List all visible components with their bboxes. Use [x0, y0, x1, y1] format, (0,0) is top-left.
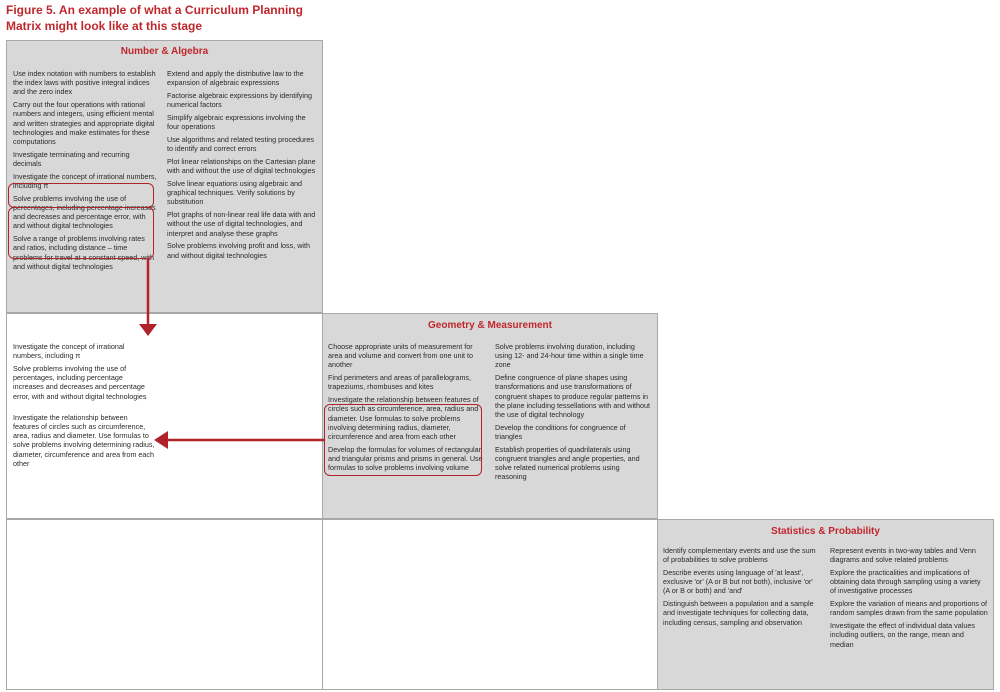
- outcome-item: Solve problems involving duration, including using 12- and 24-hour time within a single time zone: [495, 342, 644, 370]
- outcome-item: Investigate the concept of irrational numbers, including π: [13, 171, 157, 191]
- outcome-item: Simplify algebraic expressions involving the four operations: [167, 113, 306, 132]
- outcome-item: Extend and apply the distributive law to the expansion of algebraic expressions: [167, 69, 304, 88]
- outcome-item: Plot linear relationships on the Cartesian plane with and without the use of digital technologies: [167, 157, 316, 176]
- outcome-item: Solve problems involving the use of percentages, including percentage increases and decreases and percentage error, with and without digital technologies: [13, 193, 156, 231]
- outcome-item: Solve a range of problems involving rates and ratios, including distance – time problems for travel at a constant speed, with and without digital technologies: [13, 234, 155, 271]
- outcome-item: Investigate terminating and recurring decimals: [13, 149, 130, 169]
- outcome-item: Factorise algebraic expressions by identifying numerical factors: [167, 91, 313, 110]
- arrow-left-connector: [154, 431, 324, 449]
- outcome-item: Define congruence of plane shapes using transformations and use transformations of congruent shapes to produce regular patterns in the plane including tessellations with and without the use of digital technology: [495, 373, 651, 420]
- outcome-item: Use algorithms and related testing procedures to identify and correct errors: [167, 135, 315, 154]
- figure-title: Figure 5. An example of what a Curriculum Planning Matrix might look like at this stage: [6, 3, 303, 33]
- arrow-down-connector: [139, 259, 157, 336]
- outcome-item: Solve problems involving profit and loss, with and without digital technologies: [167, 241, 311, 260]
- outcome-item: Carry out the four operations with rational numbers and integers, using efficient mental and written strategies and appropriate digital technologies and make estimates for these computations: [13, 100, 155, 147]
- outcome-item: Identify complementary events and use the sum of probabilities to solve problems: [663, 546, 816, 565]
- outcome-item: Investigate the effect of individual data values including outliers, on the range, mean and median: [830, 621, 975, 649]
- outcome-item: Plot graphs of non-linear real life data with and without the use of digital technologies, and interpret and analyse these graphs: [167, 210, 316, 238]
- outcome-item: Establish properties of quadrilaterals using congruent triangles and angle properties, and solve related numerical problems using reasoning: [495, 444, 640, 482]
- outcome-item: Develop the formulas for volumes of rectangular and triangular prisms and prisms in general. Use formulas to solve problems involving volume: [328, 444, 483, 473]
- outcome-item: Choose appropriate units of measurement for area and volume and convert from one unit to another: [328, 342, 474, 370]
- outcome-item: Distinguish between a population and a sample and investigate techniques for collecting data, including census, sampling and observation: [663, 599, 814, 627]
- outcome-item: Represent events in two-way tables and Venn diagrams and solve related problems: [830, 546, 976, 565]
- integrated-item: Investigate the relationship between features of circles such as circumference, area, radius and diameter. Use formulas to solve problems involving determining radius, diameter, circumference and area from each other: [13, 412, 155, 468]
- outcome-item: Explore the variation of means and proportions of random samples drawn from the same population: [830, 599, 988, 618]
- outcome-item: Develop the conditions for congruence of triangles: [495, 422, 626, 442]
- outcome-item: Solve linear equations using algebraic and graphical techniques. Verify solutions by substitution: [167, 179, 303, 207]
- integrated-item: Solve problems involving the use of percentages, including percentage increases and decreases and percentage error, with and without digital technologies: [13, 364, 147, 401]
- outcome-item: Explore the practicalities and implications of obtaining data through sampling using a variety of investigative processes: [830, 568, 981, 596]
- outcome-item: Find perimeters and areas of parallelograms, trapeziums, rhombuses and kites: [328, 373, 472, 392]
- outcome-item: Use index notation with numbers to establish the index laws with positive integral indices and the zero index: [13, 69, 156, 97]
- integrated-item: Investigate the concept of irrational numbers, including π: [13, 342, 125, 361]
- outcome-item: Describe events using language of 'at least', exclusive 'or' (A or B but not both), inclusive 'or' (A or B or both) and 'and': [663, 568, 813, 596]
- number-algebra-title: Number & Algebra: [120, 46, 209, 57]
- statistics-probability-title: Statistics & Probability: [771, 526, 880, 537]
- geometry-measurement-title: Geometry & Measurement: [428, 320, 552, 331]
- outcome-item: Investigate the relationship between features of circles such as circumference, area, radius and diameter. Use formulas to solve problems involving determining radius, diameter, circumference and area from each other: [328, 395, 479, 442]
